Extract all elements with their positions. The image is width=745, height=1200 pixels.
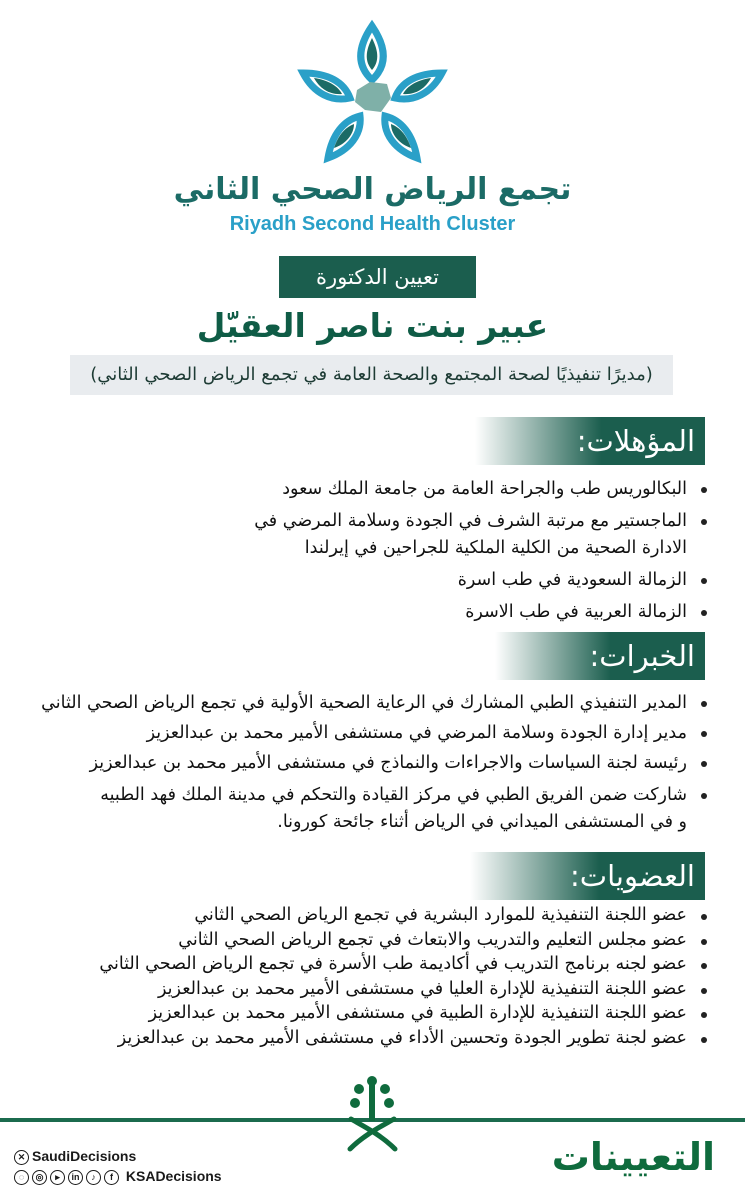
list-item: عضو لجنة تطوير الجودة وتحسين الأداء في مستشفى الأمير محمد بن عبدالعزيز <box>99 1026 709 1051</box>
footer-brand-logo: التعيينات <box>551 1135 715 1179</box>
tiktok-icon: ♪ <box>86 1170 101 1185</box>
qualifications-list <box>207 476 709 626</box>
x-handle[interactable] <box>14 1148 136 1165</box>
x-logo-icon: ✕ <box>14 1150 29 1165</box>
experience-list <box>41 690 709 836</box>
list-item: البكالوريس طب والجراحة العامة من جامعة الملك سعود <box>207 476 709 503</box>
list-item: عضو اللجنة التنفيذية للموارد البشرية في تجمع الرياض الصحي الثاني <box>99 903 709 928</box>
list-item: عضو مجلس التعليم والتدريب والابتعاث في تجمع الرياض الصحي الثاني <box>99 928 709 953</box>
x-handle-text: SaudiDecisions <box>32 1148 137 1164</box>
star-emblem-icon <box>295 18 450 168</box>
list-item: عضو لجنه برنامج التدريب في أكاديمة طب الأسرة في تجمع الرياض الصحي الثاني <box>99 952 709 977</box>
facebook-icon: f <box>104 1170 119 1185</box>
memberships-heading: العضويات: <box>470 852 705 900</box>
brand-name-english: Riyadh Second Health Cluster <box>229 213 516 235</box>
appointment-label: تعيين الدكتورة <box>279 256 476 298</box>
instagram-icon: ◎ <box>32 1170 47 1185</box>
list-item: المدير التنفيذي الطبي المشارك في الرعاية الصحية الأولية في تجمع الرياض الصحي الثاني <box>41 690 709 717</box>
appointee-position: (مديرًا تنفيذيًا لصحة المجتمع والصحة العامة في تجمع الرياض الصحي الثاني) <box>70 355 673 395</box>
list-item: عضو اللجنة التنفيذية للإدارة الطبية في مستشفى الأمير محمد بن عبدالعزيز <box>99 1001 709 1026</box>
experience-heading: الخبرات: <box>495 632 705 680</box>
social-handle-text: KSADecisions <box>125 1168 222 1184</box>
list-item: عضو اللجنة التنفيذية للإدارة العليا في مستشفى الأمير محمد بن عبدالعزيز <box>99 977 709 1002</box>
list-item: الماجستير مع مرتبة الشرف في الجودة وسلامة المرضي في الادارة الصحية من الكلية الملكية للجراحين في إيرلندا <box>207 508 709 562</box>
list-item: رئيسة لجنة السياسات والاجراءات والنماذج في مستشفى الأمير محمد بن عبدالعزيز <box>41 750 709 777</box>
palm-swords-emblem-icon <box>345 1075 400 1155</box>
list-item: مدير إدارة الجودة وسلامة المرضي في مستشفى الأمير محمد بن عبدالعزيز <box>41 720 709 747</box>
linkedin-icon: in <box>68 1170 83 1185</box>
list-item: الزمالة العربية في طب الاسرة <box>207 599 709 626</box>
appointee-name: عبير بنت ناصر العقيّل <box>196 306 549 345</box>
list-item: شاركت ضمن الفريق الطبي في مركز القيادة والتحكم في مدينة الملك فهد الطبيه و في المستشفى الميداني في الرياض أثناء جائحة كورونا. <box>87 782 709 836</box>
brand-name-arabic: تجمع الرياض الصحي الثاني <box>173 172 572 207</box>
youtube-icon: ▸ <box>50 1170 65 1185</box>
social-handle[interactable] <box>14 1168 222 1185</box>
snapchat-icon: ◌ <box>14 1170 29 1185</box>
qualifications-heading: المؤهلات: <box>475 417 705 465</box>
memberships-list <box>99 903 709 1050</box>
list-item: الزمالة السعودية في طب اسرة <box>207 567 709 594</box>
